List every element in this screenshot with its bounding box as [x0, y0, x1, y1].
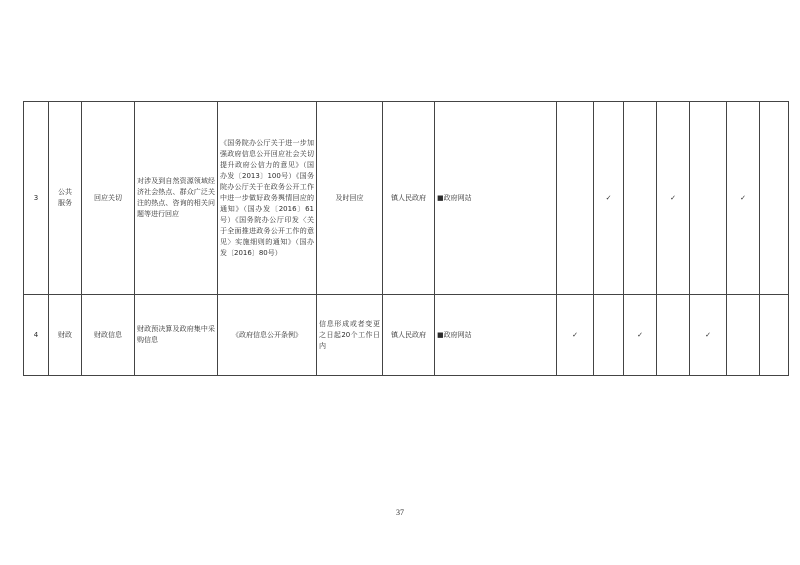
subject-cell: 镇人民政府	[383, 295, 435, 376]
row-index: 4	[24, 295, 49, 376]
check-cell	[557, 102, 594, 295]
basis-cell: 《国务院办公厅关于进一步加强政府信息公开回应社会关切提升政府公信力的意见》（国办发〔2013〕100号）《国务院办公厅关于在政务公开工作中进一步做好政务舆情回应的通知》（国办发〔2016〕61号）《国务院办公厅印发〈关于全面推进政务公开工作的意见〉实施细则的通知》（国办发〔2016〕80号）	[218, 102, 317, 295]
channel-cell: ■政府网站	[435, 295, 557, 376]
category-cell: 公共 服务	[49, 102, 82, 295]
category-cell: 财政	[49, 295, 82, 376]
item-cell: 回应关切	[82, 102, 135, 295]
check-cell: ✓	[727, 102, 760, 295]
channel-cell: ■政府网站	[435, 102, 557, 295]
check-cell: ✓	[690, 295, 727, 376]
check-cell: ✓	[557, 295, 594, 376]
basis-cell: 《政府信息公开条例》	[218, 295, 317, 376]
check-cell	[760, 295, 789, 376]
check-cell: ✓	[594, 102, 624, 295]
check-cell	[624, 102, 657, 295]
check-cell	[727, 295, 760, 376]
table-row	[24, 295, 789, 376]
table-row	[24, 102, 789, 295]
content-cell: 财政预决算及政府集中采购信息	[135, 295, 218, 376]
check-cell: ✓	[624, 295, 657, 376]
page-number: 37	[396, 508, 404, 517]
check-cell	[594, 295, 624, 376]
timing-cell: 信息形成或者变更之日起20个工作日内	[317, 295, 383, 376]
subject-cell: 镇人民政府	[383, 102, 435, 295]
timing-cell: 及时回应	[317, 102, 383, 295]
row-index: 3	[24, 102, 49, 295]
disclosure-table	[23, 101, 789, 376]
check-cell	[760, 102, 789, 295]
item-cell: 财政信息	[82, 295, 135, 376]
check-cell	[657, 295, 690, 376]
content-cell: 对涉及到自然资源领域经济社会热点、群众广泛关注的热点、咨询的相关问题等进行回应	[135, 102, 218, 295]
check-cell: ✓	[657, 102, 690, 295]
check-cell	[690, 102, 727, 295]
